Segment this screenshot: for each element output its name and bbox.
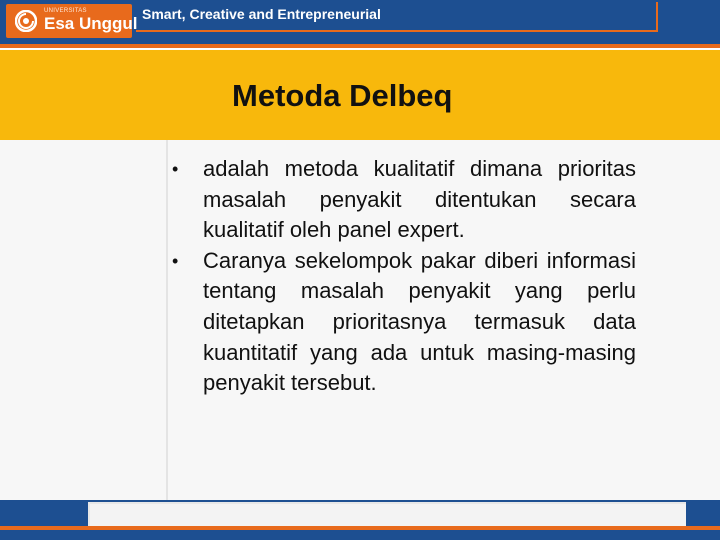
footer-frame (88, 502, 686, 526)
bullet-list (170, 154, 636, 399)
header-rule (0, 44, 720, 48)
bullet-icon: • (172, 250, 179, 271)
bullet-text: Caranya sekelompok pakar diberi informasi tentang masalah penyakit yang perlu ditetapkan prioritasnya termasuk data kuantitatif yang ada untuk masing-masing penyakit tersebut. (203, 247, 636, 396)
bullet-item (170, 246, 636, 399)
bullet-icon: • (172, 159, 179, 179)
bullet-text: adalah metoda kualitatif dimana prioritas masalah penyakit ditentukan secara kualitatif oleh panel expert. (203, 156, 636, 243)
tagline: Smart, Creative and Entrepreneurial (142, 6, 381, 22)
slide-title: Metoda Delbeq (232, 78, 453, 113)
university-logo (6, 4, 138, 38)
footer-rule (0, 526, 720, 530)
logo-text: Esa Unggul (44, 14, 138, 33)
logo-small-text: UNIVERSITAS (44, 8, 87, 14)
bullet-item (170, 154, 636, 246)
logo-mark-icon (15, 10, 37, 32)
column-divider (166, 140, 168, 500)
